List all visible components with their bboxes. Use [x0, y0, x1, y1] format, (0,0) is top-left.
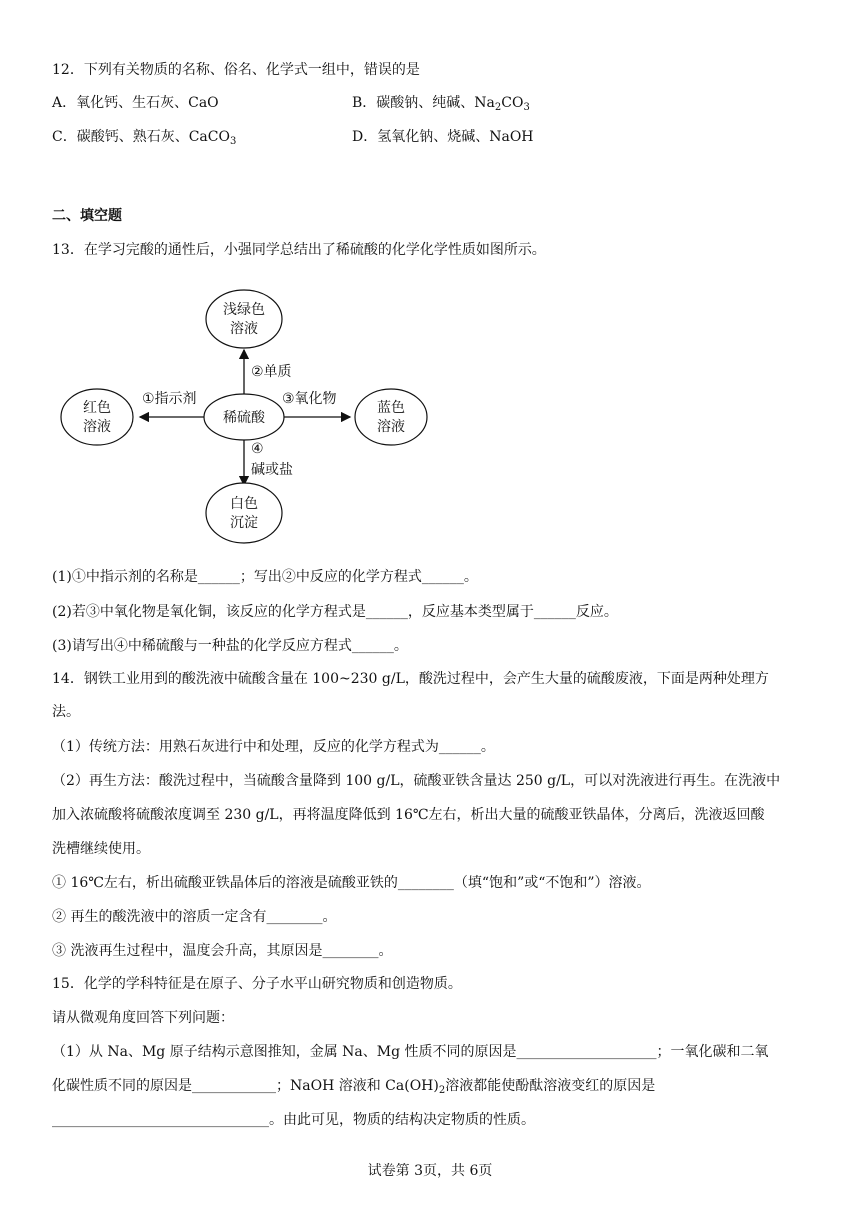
- section-title: 二、填空题: [52, 208, 122, 224]
- q15-ask: 请从微观角度回答下列问题：: [52, 1010, 234, 1026]
- page-footer: 试卷第 3页，共 6页: [367, 1163, 493, 1179]
- q15-line1: （1）从 Na、Mg 原子结构示意图推知，金属 Na、Mg 性质不同的原因是____________________；一氧化碳和二氧: [52, 1044, 769, 1060]
- q12-option-a: A．氧化钙、生石灰、CaO: [52, 95, 219, 111]
- node-bottom-line2: 沉淀: [230, 515, 258, 531]
- node-right-line1: 蓝色: [377, 400, 405, 416]
- q14-part2-line1: （2）再生方法：酸洗过程中，当硫酸含量降到 100 g/L，硫酸亚铁含量达 250 g/L，可以对洗液进行再生。在洗液中: [52, 773, 781, 789]
- q14-stem-2: 法。: [52, 704, 80, 720]
- node-left-line2: 溶液: [83, 419, 111, 435]
- label-up: ②单质: [251, 364, 292, 380]
- q14-stem-1: 14．钢铁工业用到的酸洗液中硫酸含量在 100~230 g/L，酸洗过程中，会产生大量的硫酸废液，下面是两种处理方: [52, 671, 769, 687]
- node-top: [206, 290, 282, 348]
- node-right: [355, 389, 427, 445]
- node-bottom: [206, 483, 282, 543]
- q15-stem: 15．化学的学科特征是在原子、分子水平山研究物质和创造物质。: [52, 976, 462, 992]
- node-top-line2: 溶液: [230, 321, 258, 337]
- q14-item3: ③ 洗液再生过程中，温度会升高，其原因是________。: [52, 943, 393, 959]
- node-center-label: 稀硫酸: [223, 410, 265, 426]
- label-left: ①指示剂: [142, 391, 197, 407]
- q14-part1: （1）传统方法：用熟石灰进行中和处理，反应的化学方程式为______。: [52, 739, 495, 755]
- node-bottom-line1: 白色: [230, 496, 258, 512]
- q14-part2-line3: 洗槽继续使用。: [52, 841, 150, 857]
- node-left-line1: 红色: [83, 400, 111, 416]
- q13-sub2: (2)若③中氧化物是氧化铜，该反应的化学方程式是______，反应基本类型属于______反应。: [52, 604, 618, 620]
- q12-stem: 12．下列有关物质的名称、俗名、化学式一组中，错误的是: [52, 62, 420, 78]
- q15-line2: 化碳性质不同的原因是____________；NaOH 溶液和 $Ca(OH)_2$溶液都能使酚酞溶液变红的原因是: [52, 1078, 656, 1096]
- q14-part2-line2: 加入浓硫酸将硫酸浓度调至 230 g/L，再将温度降低到 16℃左右，析出大量的硫酸亚铁晶体，分离后，洗液返回酸: [52, 807, 765, 823]
- q13-sub1: (1)①中指示剂的名称是______；写出②中反应的化学方程式______。: [52, 569, 478, 585]
- label-right: ③氧化物: [282, 391, 337, 407]
- q14-item2: ② 再生的酸洗液中的溶质一定含有________。: [52, 909, 337, 925]
- node-left: [61, 389, 133, 445]
- node-top-line1: 浅绿色: [223, 302, 265, 318]
- label-down-1: ④: [251, 441, 264, 457]
- node-right-line2: 溶液: [377, 419, 405, 435]
- q13-stem: 13．在学习完酸的通性后，小强同学总结出了稀硫酸的化学化学性质如图所示。: [52, 242, 546, 258]
- q12-option-c: C．碳酸钙、熟石灰、CaCO$_3$: [52, 129, 237, 147]
- acid-properties-diagram: [52, 285, 452, 550]
- q12-option-b: B．碳酸钠、纯碱、$Na_2CO_3$: [352, 95, 530, 113]
- q12-option-d: D．氢氧化钠、烧碱、NaOH: [352, 129, 534, 145]
- q15-line3: _______________________________。由此可见，物质的结构决定物质的性质。: [52, 1112, 535, 1128]
- q14-item1: ① 16℃左右，析出硫酸亚铁晶体后的溶液是硫酸亚铁的________（填“饱和”或“不饱和”）溶液。: [52, 875, 651, 891]
- q13-sub3: (3)请写出④中稀硫酸与一种盐的化学反应方程式______。: [52, 638, 408, 654]
- label-down-2: 碱或盐: [251, 462, 293, 478]
